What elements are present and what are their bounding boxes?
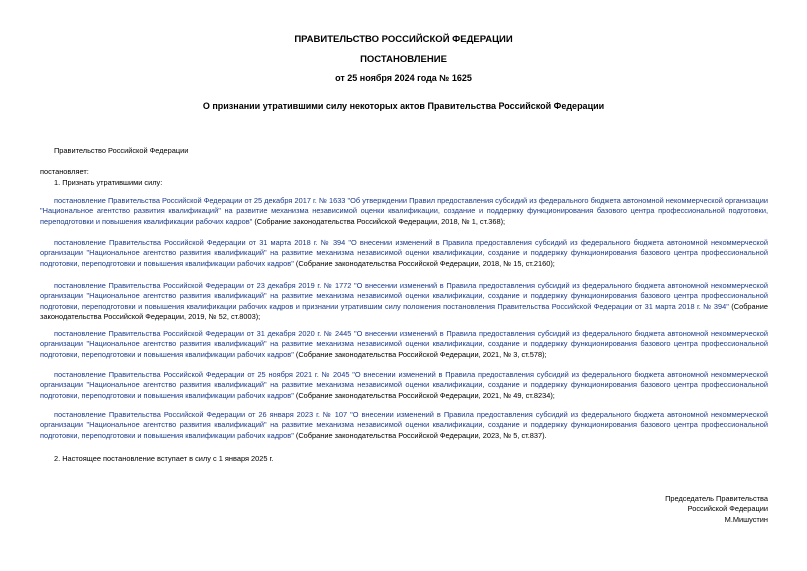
item-2: 2. Настоящее постановление вступает в силу с 1 января 2025 г. bbox=[54, 454, 274, 463]
act-paragraph bbox=[40, 329, 768, 360]
act-link[interactable]: постановление Правительства Российской Федерации от 25 декабря 2017 г. № 1633 "Об утверждении Правил предоставления субсидий из федерального бюджета автономной некоммерческой организации "Национальное агентство развития квалификаций" на развитие механизма независимой оценки квалификации, создание и поддержку функционирования базового центра профессиональной подготовки, переподготовки и повышения квалификации рабочих кадров" bbox=[40, 196, 768, 226]
signature-block bbox=[568, 494, 768, 525]
act-link[interactable]: постановление Правительства Российской Федерации от 26 января 2023 г. № 107 "О внесении изменений в Правила предоставления субсидий из федерального бюджета автономной некоммерческой организации "Национальное агентство развития квалификаций" на развитие механизма независимой оценки квалификации, создание и поддержку функционирования базового центра профессиональной подготовки, переподготовки и повышения квалификации рабочих кадров" bbox=[40, 410, 768, 440]
act-source: (Собрание законодательства Российской Федерации, 2023, № 5, ст.837). bbox=[293, 430, 547, 440]
act-link[interactable]: постановление Правительства Российской Федерации от 31 декабря 2020 г. № 2445 "О внесении изменений в Правила предоставления субсидий из федерального бюджета автономной некоммерческой организации "Национальное агентство развития квалификаций" на развитие механизма независимой оценки квалификации, создание и поддержку функционирования базового центра профессиональной подготовки, переподготовки и повышения квалификации рабочих кадров" bbox=[40, 329, 768, 359]
act-link[interactable]: постановление Правительства Российской Федерации от 25 ноября 2021 г. № 2045 "О внесении изменений в Правила предоставления субсидий из федерального бюджета автономной некоммерческой организации "Национальное агентство развития квалификаций" на развитие механизма независимой оценки квалификации, создание и поддержку функционирования базового центра профессиональной подготовки, переподготовки и повышения квалификации рабочих кадров" bbox=[40, 370, 768, 400]
act-link[interactable]: постановление Правительства Российской Федерации от 31 марта 2018 г. № 394 "О внесении изменений в Правила предоставления субсидий из федерального бюджета автономной некоммерческой организации "Национальное агентство развития квалификаций" на развитие механизма независимой оценки квалификации, создание и поддержку функционирования базового центра профессиональной подготовки, переподготовки и повышения квалификации рабочих кадров" bbox=[40, 238, 768, 268]
doc-title: О признании утратившими силу некоторых актов Правительства Российской Федерации bbox=[202, 101, 605, 111]
act-source: (Собрание законодательства Российской Федерации, 2019, № 52, ст.8003); bbox=[40, 301, 768, 321]
doc-date-number: от 25 ноября 2024 года № 1625 bbox=[335, 73, 472, 83]
preamble-verb: постановляет: bbox=[40, 167, 89, 176]
doc-header-government: ПРАВИТЕЛЬСТВО РОССИЙСКОЙ ФЕДЕРАЦИИ bbox=[294, 34, 513, 45]
preamble-subject: Правительство Российской Федерации bbox=[54, 146, 189, 155]
act-source: (Собрание законодательства Российской Федерации, 2021, № 3, ст.578); bbox=[293, 349, 547, 359]
signature-title: Председатель Правительства bbox=[665, 494, 768, 503]
act-source: (Собрание законодательства Российской Федерации, 2018, № 15, ст.2160); bbox=[293, 258, 555, 268]
act-paragraph bbox=[40, 281, 768, 322]
act-paragraph bbox=[40, 196, 768, 227]
act-link[interactable]: постановление Правительства Российской Федерации от 23 декабря 2019 г. № 1772 "О внесении изменений в Правила предоставления субсидий из федерального бюджета автономной некоммерческой организации "Национальное агентство развития квалификаций" на развитие механизма независимой оценки квалификации, создание и поддержку функционирования базового центра профессиональной подготовки, переподготовки и повышения квалификации рабочих кадров и признании утратившим силу положения постановления Правительства Российской Федерации от 31 марта 2018 г. № 394" bbox=[40, 281, 768, 311]
item-1: 1. Признать утратившими силу: bbox=[54, 178, 163, 187]
doc-type: ПОСТАНОВЛЕНИЕ bbox=[360, 54, 447, 65]
act-source: (Собрание законодательства Российской Федерации, 2021, № 49, ст.8234); bbox=[293, 390, 555, 400]
signature-title-2: Российской Федерации bbox=[687, 504, 768, 514]
act-source: (Собрание законодательства Российской Федерации, 2018, № 1, ст.368); bbox=[252, 216, 506, 226]
act-paragraph bbox=[40, 370, 768, 401]
signature-name: М.Мишустин bbox=[724, 514, 768, 524]
act-paragraph bbox=[40, 238, 768, 269]
act-paragraph bbox=[40, 410, 768, 441]
